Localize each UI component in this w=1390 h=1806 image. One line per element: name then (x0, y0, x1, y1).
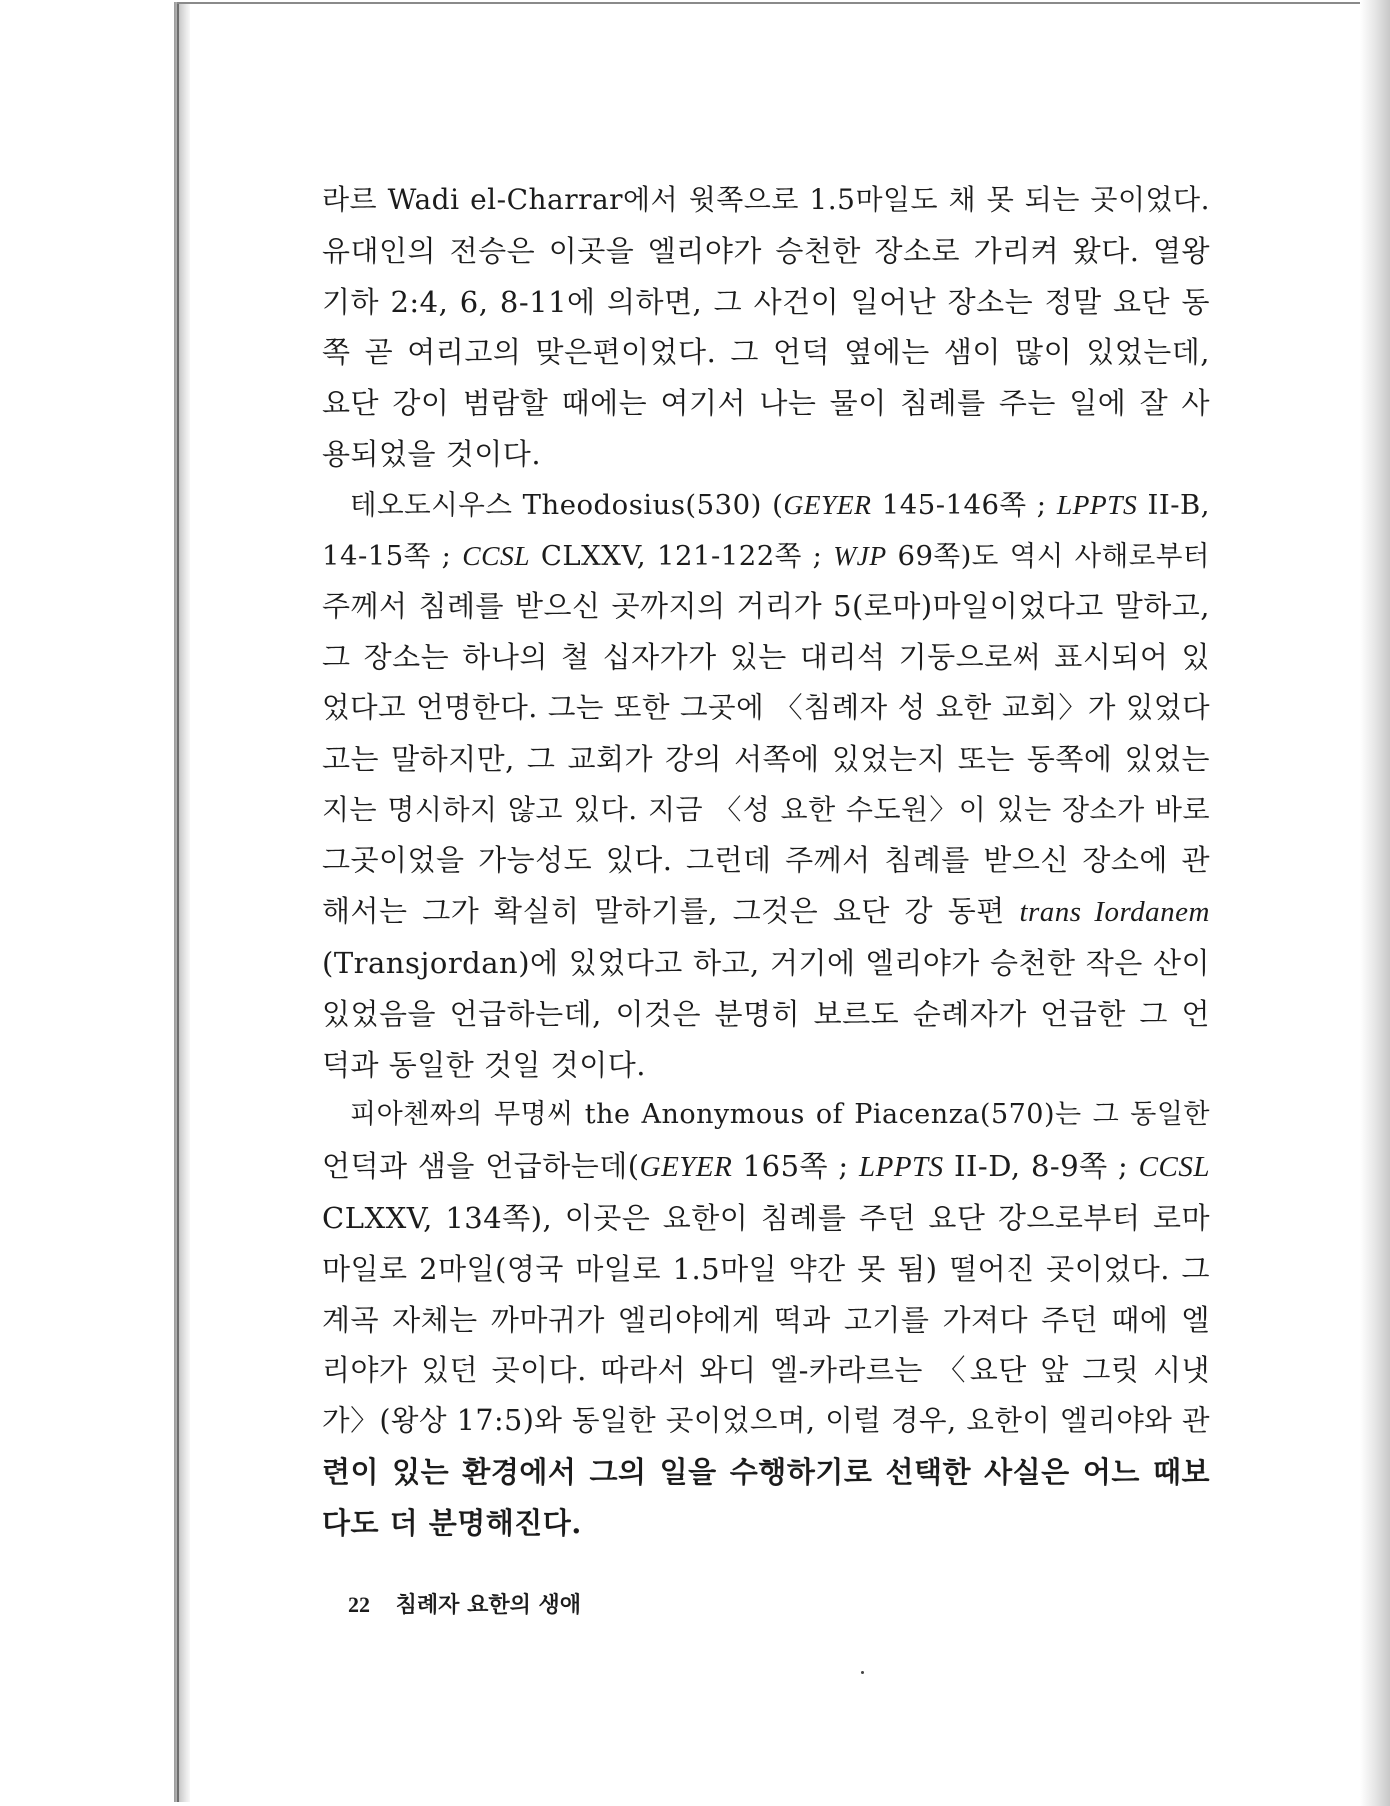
text-run: 69쪽)도 역시 사해로부터 (886, 539, 1210, 572)
text-line: 다도 더 분명해진다. (322, 1505, 582, 1540)
text-run: 언덕과 샘을 언급하는데( (322, 1149, 640, 1184)
text-line: 었다고 언명한다. 그는 또한 그곳에 〈침례자 성 요한 교회〉가 있었다 (322, 690, 1210, 724)
text-line: 그곳이었을 가능성도 있다. 그런데 주께서 침례를 받으신 장소에 관 (322, 843, 1210, 878)
text-run: CLXXV, 121-122쪽 ; (530, 539, 834, 572)
citation-abbrev: WJP (833, 539, 887, 571)
citation-abbrev: CCSL (1138, 1151, 1210, 1184)
text-line: (Transjordan)에 있었다고 하고, 거기에 엘리야가 승천한 작은 산이 (322, 945, 1210, 980)
text-line: CLXXV, 134쪽), 이곳은 요한이 침례를 주던 요단 강으로부터 로마 (322, 1200, 1210, 1235)
text-run: 테오도시우스 Theodosius(530) ( (350, 488, 784, 521)
body-text (322, 175, 1210, 1549)
text-line: 기하 2:4, 6, 8-11에 의하면, 그 사건이 일어난 장소는 정말 요단 동 (322, 284, 1210, 319)
paragraph-2 (322, 480, 1210, 1091)
text-run: II-B, (1137, 488, 1210, 521)
citation-abbrev: LPPTS (858, 1151, 944, 1184)
text-run: II-D, 8-9쪽 ; (943, 1149, 1139, 1184)
paragraph-1 (322, 175, 1210, 480)
text-line: 리야가 있던 곳이다. 따라서 와디 엘-카라르는 〈요단 앞 그릿 시냇 (322, 1353, 1210, 1388)
text-line: 계곡 자체는 까마귀가 엘리야에게 떡과 고기를 가져다 주던 때에 엘 (322, 1302, 1210, 1337)
paragraph-3 (322, 1090, 1210, 1548)
text-line: 요단 강이 범람할 때에는 여기서 나는 물이 침례를 주는 일에 잘 사 (322, 386, 1210, 421)
text-line (322, 531, 1210, 582)
citation-abbrev: LPPTS (1056, 488, 1138, 520)
citation-abbrev: CCSL (462, 539, 531, 571)
text-line: 고는 말하지만, 그 교회가 강의 서쪽에 있었는지 또는 동쪽에 있었는 (322, 741, 1210, 776)
text-line: 쪽 곧 여리고의 맞은편이었다. 그 언덕 옆에는 샘이 많이 있었는데, (322, 335, 1210, 370)
text-line: 그 장소는 하나의 철 십자가가 있는 대리석 기둥으로써 표시되어 있 (322, 640, 1210, 675)
scan-speck (861, 1671, 864, 1674)
text-run: 해서는 그가 확실히 말하기를, 그것은 요단 강 동편 (322, 894, 1020, 929)
text-line (322, 1141, 1210, 1193)
text-line: 가〉(왕상 17:5)와 동일한 곳이었으며, 이럴 경우, 요한이 엘리야와 관 (322, 1404, 1210, 1438)
text-line: 용되었을 것이다. (322, 436, 542, 471)
text-line: 덕과 동일한 것일 것이다. (322, 1047, 647, 1082)
text-line: 라르 Wadi el-Charrar에서 윗쪽으로 1.5마일도 채 못 되는 곳이었다. (322, 183, 1210, 216)
citation-abbrev: GEYER (783, 488, 872, 520)
text-line: 련이 있는 환경에서 그의 일을 수행하기로 선택한 사실은 어느 때보 (322, 1454, 1210, 1489)
page-left-edge (177, 2, 179, 1802)
page-number: 22 (348, 1592, 370, 1617)
citation-abbrev: GEYER (639, 1151, 733, 1184)
text-line: 유대인의 전승은 이곳을 엘리야가 승천한 장소로 가리켜 왔다. 열왕 (322, 233, 1210, 268)
text-run: 165쪽 ; (732, 1149, 859, 1184)
text-line: 주께서 침례를 받으신 곳까지의 거리가 5(로마)마일이었다고 말하고, (322, 589, 1210, 624)
text-line: 있었음을 언급하는데, 이것은 분명히 보르도 순례자가 언급한 그 언 (322, 996, 1210, 1031)
text-line (322, 886, 1210, 938)
text-line (322, 480, 1210, 531)
text-line: 마일로 2마일(영국 마일로 1.5마일 약간 못 됨) 떨어진 곳이었다. 그 (322, 1251, 1210, 1286)
text-run: 14-15쪽 ; (322, 539, 463, 572)
page-footer (348, 1588, 581, 1619)
text-line: 피아첸짜의 무명씨 the Anonymous of Piacenza(570)는 그 동일한 (350, 1099, 1210, 1131)
text-line: 지는 명시하지 않고 있다. 지금 〈성 요한 수도원〉이 있는 장소가 바로 (322, 792, 1210, 826)
page-right-shadow (1360, 0, 1390, 1806)
running-title: 침례자 요한의 생애 (395, 1593, 582, 1618)
latin-phrase: trans Iordanem (1019, 896, 1210, 929)
text-run: 145-146쪽 ; (871, 488, 1057, 521)
